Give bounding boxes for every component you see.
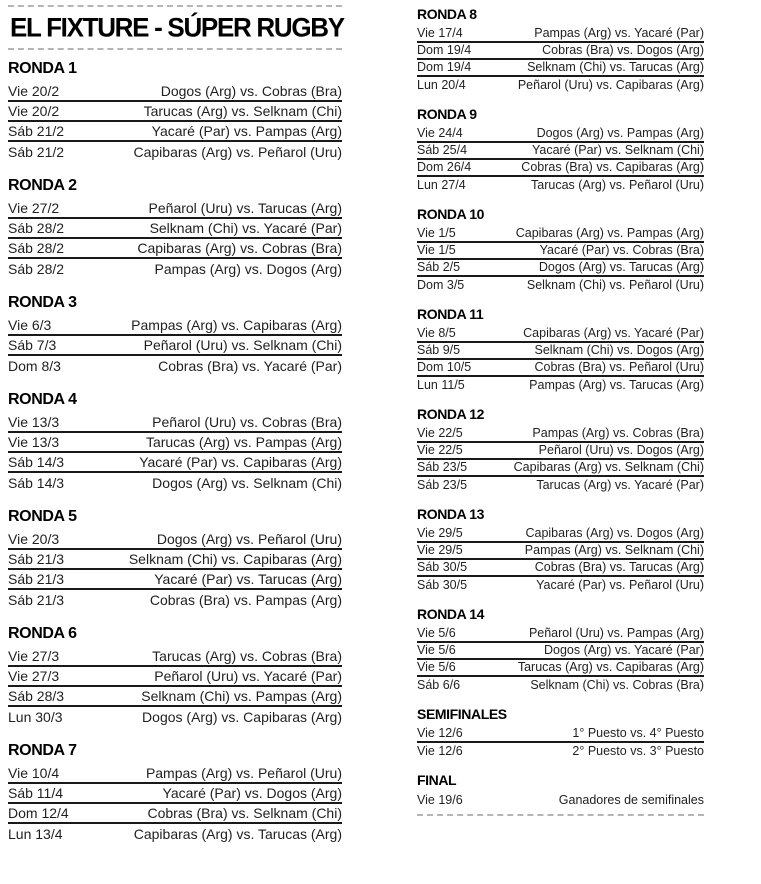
match-date: Sáb 21/3 [8,551,65,567]
match-teams: 1° Puesto vs. 4° Puesto [572,726,704,740]
match-date: Vie 8/5 [417,326,456,340]
match-teams: Dogos (Arg) vs. Capibaras (Arg) [142,709,342,725]
match-teams: Yacaré (Par) vs. Dogos (Arg) [162,785,342,801]
round-title: RONDA 7 [8,742,77,759]
round-section [8,59,342,162]
round-section [8,624,342,727]
match-teams: Dogos (Arg) vs. Tarucas (Arg) [538,260,704,274]
match-row [417,477,704,494]
round-title: RONDA 10 [417,206,485,222]
match-date: Vie 27/3 [8,668,60,684]
match-row [8,570,342,590]
round-title: RONDA 5 [8,508,77,525]
match-row [8,764,342,784]
match-teams: Yacaré (Par) vs. Tarucas (Arg) [154,571,342,587]
match-date: Dom 26/4 [417,160,472,174]
match-row [8,316,342,336]
match-date: Lun 11/5 [417,378,465,392]
round-match-list [417,526,704,594]
match-date: Sáb 28/2 [8,220,65,236]
round-title: FINAL [417,772,457,788]
match-row [417,443,704,460]
match-teams: Ganadores de semifinales [558,793,704,807]
match-teams: Selknam (Chi) vs. Pampas (Arg) [141,688,342,704]
round-title: RONDA 9 [417,106,477,122]
match-row [8,122,342,142]
match-teams: Dogos (Arg) vs. Yacaré (Par) [543,643,704,657]
match-date: Sáb 21/3 [8,592,65,608]
match-row [8,413,342,433]
match-row [417,577,704,594]
match-date: Sáb 28/3 [8,688,65,704]
match-row [417,160,704,177]
match-row [417,77,704,94]
match-date: Vie 1/5 [417,226,456,240]
match-teams: Tarucas (Arg) vs. Cobras (Bra) [152,648,342,664]
match-row [417,60,704,77]
round-section [417,106,704,194]
round-section [417,606,704,694]
match-date: Sáb 25/4 [417,143,468,157]
round-match-list [417,626,704,694]
match-teams: Pampas (Arg) vs. Capibaras (Arg) [131,317,342,333]
match-date: Sáb 2/5 [417,260,461,274]
match-row [8,433,342,453]
round-section [8,293,342,376]
match-date: Vie 12/6 [417,726,463,740]
round-match-list [8,199,342,279]
match-row [8,453,342,473]
match-teams: Yacaré (Par) vs. Pampas (Arg) [151,123,342,139]
match-teams: Pampas (Arg) vs. Peñarol (Uru) [145,765,342,781]
page-title: EL FIXTURE - SÚPER RUGBY [10,11,344,43]
match-row [417,143,704,160]
round-match-list [417,226,704,294]
match-teams: Tarucas (Arg) vs. Yacaré (Par) [536,478,704,492]
match-date: Sáb 14/3 [8,454,65,470]
match-teams: Cobras (Bra) vs. Peñarol (Uru) [534,360,704,374]
match-row [417,26,704,43]
match-date: Sáb 23/5 [417,460,468,474]
match-row [8,824,342,844]
match-teams: Selknam (Chi) vs. Dogos (Arg) [534,343,704,357]
round-section [8,390,342,493]
match-date: Lun 27/4 [417,178,466,192]
match-date: Lun 20/4 [417,78,466,92]
match-row [417,360,704,377]
round-section [417,406,704,494]
match-teams: Pampas (Arg) vs. Selknam (Chi) [524,543,704,557]
match-date: Sáb 30/5 [417,560,468,574]
match-row [417,726,704,743]
match-date: Vie 27/3 [8,648,60,664]
round-section [8,176,342,279]
match-date: Sáb 14/3 [8,475,65,491]
match-date: Dom 10/5 [417,360,472,374]
match-row [417,792,704,809]
match-date: Vie 22/5 [417,426,463,440]
match-teams: Capibaras (Arg) vs. Selknam (Chi) [513,460,704,474]
round-title: RONDA 4 [8,391,77,408]
match-date: Dom 8/3 [8,358,61,374]
match-teams: Yacaré (Par) vs. Capibaras (Arg) [139,454,342,470]
match-row [417,226,704,243]
round-section [417,306,704,394]
match-date: Sáb 21/3 [8,571,65,587]
round-match-list [417,26,704,94]
round-match-list [8,530,342,610]
match-date: Vie 27/2 [8,200,60,216]
match-teams: Selknam (Chi) vs. Peñarol (Uru) [526,278,704,292]
rounds-right-container [417,6,704,816]
match-row [417,260,704,277]
match-date: Vie 20/3 [8,531,60,547]
match-teams: Capibaras (Arg) vs. Dogos (Arg) [525,526,704,540]
round-title: RONDA 12 [417,406,485,422]
match-date: Dom 19/4 [417,60,472,74]
match-date: Sáb 23/5 [417,478,468,492]
match-teams: Tarucas (Arg) vs. Pampas (Arg) [145,434,342,450]
match-date: Vie 12/6 [417,744,463,758]
round-match-list [417,326,704,394]
match-date: Sáb 7/3 [8,337,57,353]
match-row [417,743,704,760]
match-date: Vie 13/3 [8,434,60,450]
round-match-list [8,647,342,727]
match-teams: Peñarol (Uru) vs. Selknam (Chi) [143,337,342,353]
match-date: Sáb 21/2 [8,144,65,160]
match-row [417,377,704,394]
match-date: Dom 12/4 [8,805,69,821]
match-row [417,460,704,477]
match-teams: Tarucas (Arg) vs. Capibaras (Arg) [517,660,704,674]
match-date: Lun 30/3 [8,709,63,725]
match-date: Vie 17/4 [417,26,463,40]
round-title: RONDA 8 [417,6,477,22]
match-teams: Selknam (Chi) vs. Cobras (Bra) [530,678,704,692]
round-title: RONDA 13 [417,506,485,522]
match-row [417,626,704,643]
match-row [8,590,342,610]
round-section [8,507,342,610]
match-row [8,102,342,122]
match-teams: Cobras (Bra) vs. Tarucas (Arg) [534,560,704,574]
match-teams: Pampas (Arg) vs. Tarucas (Arg) [529,378,704,392]
match-row [417,560,704,577]
masthead [8,5,342,50]
match-date: Lun 13/4 [8,826,63,842]
match-row [8,667,342,687]
match-row [417,43,704,60]
match-row [417,426,704,443]
match-teams: 2° Puesto vs. 3° Puesto [572,744,704,758]
rounds-left-container [8,59,342,844]
match-row [417,177,704,194]
round-title: RONDA 6 [8,625,77,642]
match-row [417,277,704,294]
match-row [8,804,342,824]
match-row [417,343,704,360]
match-date: Vie 29/5 [417,526,463,540]
match-date: Vie 24/4 [417,126,463,140]
match-teams: Capibaras (Arg) vs. Peñarol (Uru) [133,144,342,160]
match-row [8,687,342,707]
match-date: Sáb 28/2 [8,261,65,277]
match-teams: Capibaras (Arg) vs. Cobras (Bra) [137,240,342,256]
match-teams: Capibaras (Arg) vs. Tarucas (Arg) [133,826,342,842]
match-row [417,660,704,677]
round-section [417,206,704,294]
match-teams: Pampas (Arg) vs. Yacaré (Par) [534,26,704,40]
match-row [8,356,342,376]
match-teams: Cobras (Bra) vs. Yacaré (Par) [158,358,342,374]
match-date: Sáb 9/5 [417,343,461,357]
match-row [8,142,342,162]
match-date: Sáb 30/5 [417,578,468,592]
fixture-left-column [8,0,342,858]
match-date: Vie 5/6 [417,626,456,640]
round-title: SEMIFINALES [417,706,507,722]
match-date: Vie 13/3 [8,414,60,430]
round-section [417,706,704,760]
match-teams: Cobras (Bra) vs. Dogos (Arg) [542,43,704,57]
match-row [8,550,342,570]
round-title: RONDA 3 [8,294,77,311]
match-row [417,543,704,560]
match-date: Vie 20/2 [8,103,60,119]
round-match-list [417,726,704,760]
match-teams: Cobras (Bra) vs. Capibaras (Arg) [521,160,704,174]
match-teams: Dogos (Arg) vs. Peñarol (Uru) [156,531,342,547]
match-teams: Tarucas (Arg) vs. Selknam (Chi) [143,103,342,119]
match-teams: Peñarol (Uru) vs. Cobras (Bra) [152,414,342,430]
match-date: Sáb 21/2 [8,123,65,139]
round-match-list [417,426,704,494]
match-date: Vie 6/3 [8,317,52,333]
round-title: RONDA 14 [417,606,485,622]
match-teams: Cobras (Bra) vs. Selknam (Chi) [147,805,342,821]
round-section [417,6,704,94]
round-section [417,506,704,594]
match-date: Sáb 6/6 [417,678,461,692]
round-section [417,772,704,816]
match-teams: Peñarol (Uru) vs. Yacaré (Par) [154,668,342,684]
match-teams: Capibaras (Arg) vs. Yacaré (Par) [523,326,704,340]
match-date: Vie 20/2 [8,83,60,99]
round-match-list [417,792,704,809]
match-teams: Tarucas (Arg) vs. Peñarol (Uru) [531,178,704,192]
match-teams: Dogos (Arg) vs. Pampas (Arg) [536,126,704,140]
match-row [8,82,342,102]
match-date: Sáb 11/4 [8,785,64,801]
match-row [8,473,342,493]
match-date: Vie 5/6 [417,660,456,674]
match-teams: Peñarol (Uru) vs. Dogos (Arg) [538,443,704,457]
match-teams: Selknam (Chi) vs. Capibaras (Arg) [128,551,342,567]
match-teams: Cobras (Bra) vs. Pampas (Arg) [149,592,342,608]
round-title: RONDA 2 [8,177,77,194]
match-row [8,784,342,804]
match-teams: Dogos (Arg) vs. Cobras (Bra) [160,83,342,99]
match-date: Vie 1/5 [417,243,456,257]
match-teams: Yacaré (Par) vs. Selknam (Chi) [531,143,704,157]
match-row [8,239,342,259]
match-date: Dom 3/5 [417,278,465,292]
match-date: Sáb 28/2 [8,240,65,256]
match-teams: Pampas (Arg) vs. Dogos (Arg) [154,261,342,277]
round-match-list [8,316,342,376]
match-teams: Yacaré (Par) vs. Cobras (Bra) [539,243,704,257]
match-row [8,707,342,727]
match-date: Vie 5/6 [417,643,456,657]
round-title: RONDA 11 [417,306,484,322]
match-teams: Peñarol (Uru) vs. Pampas (Arg) [528,626,704,640]
match-row [417,326,704,343]
match-teams: Peñarol (Uru) vs. Capibaras (Arg) [517,78,704,92]
match-row [8,199,342,219]
match-row [417,243,704,260]
round-section [8,741,342,844]
match-teams: Capibaras (Arg) vs. Pampas (Arg) [515,226,704,240]
match-teams: Selknam (Chi) vs. Tarucas (Arg) [527,60,704,74]
match-teams: Yacaré (Par) vs. Peñarol (Uru) [536,578,704,592]
round-match-list [8,764,342,844]
match-teams: Selknam (Chi) vs. Yacaré (Par) [149,220,342,236]
round-match-list [8,82,342,162]
match-row [8,259,342,279]
round-match-list [8,413,342,493]
match-date: Vie 29/5 [417,543,463,557]
match-teams: Dogos (Arg) vs. Selknam (Chi) [152,475,342,491]
match-date: Vie 22/5 [417,443,463,457]
match-row [417,677,704,694]
match-date: Vie 19/6 [417,793,463,807]
match-row [8,647,342,667]
match-row [8,219,342,239]
match-date: Dom 19/4 [417,43,472,57]
match-row [8,530,342,550]
round-title: RONDA 1 [8,60,77,77]
match-row [417,126,704,143]
match-row [417,643,704,660]
match-date: Vie 10/4 [8,765,60,781]
match-row [417,526,704,543]
match-teams: Peñarol (Uru) vs. Tarucas (Arg) [148,200,342,216]
round-match-list [417,126,704,194]
match-teams: Pampas (Arg) vs. Cobras (Bra) [532,426,704,440]
match-row [8,336,342,356]
fixture-right-column [417,0,704,816]
